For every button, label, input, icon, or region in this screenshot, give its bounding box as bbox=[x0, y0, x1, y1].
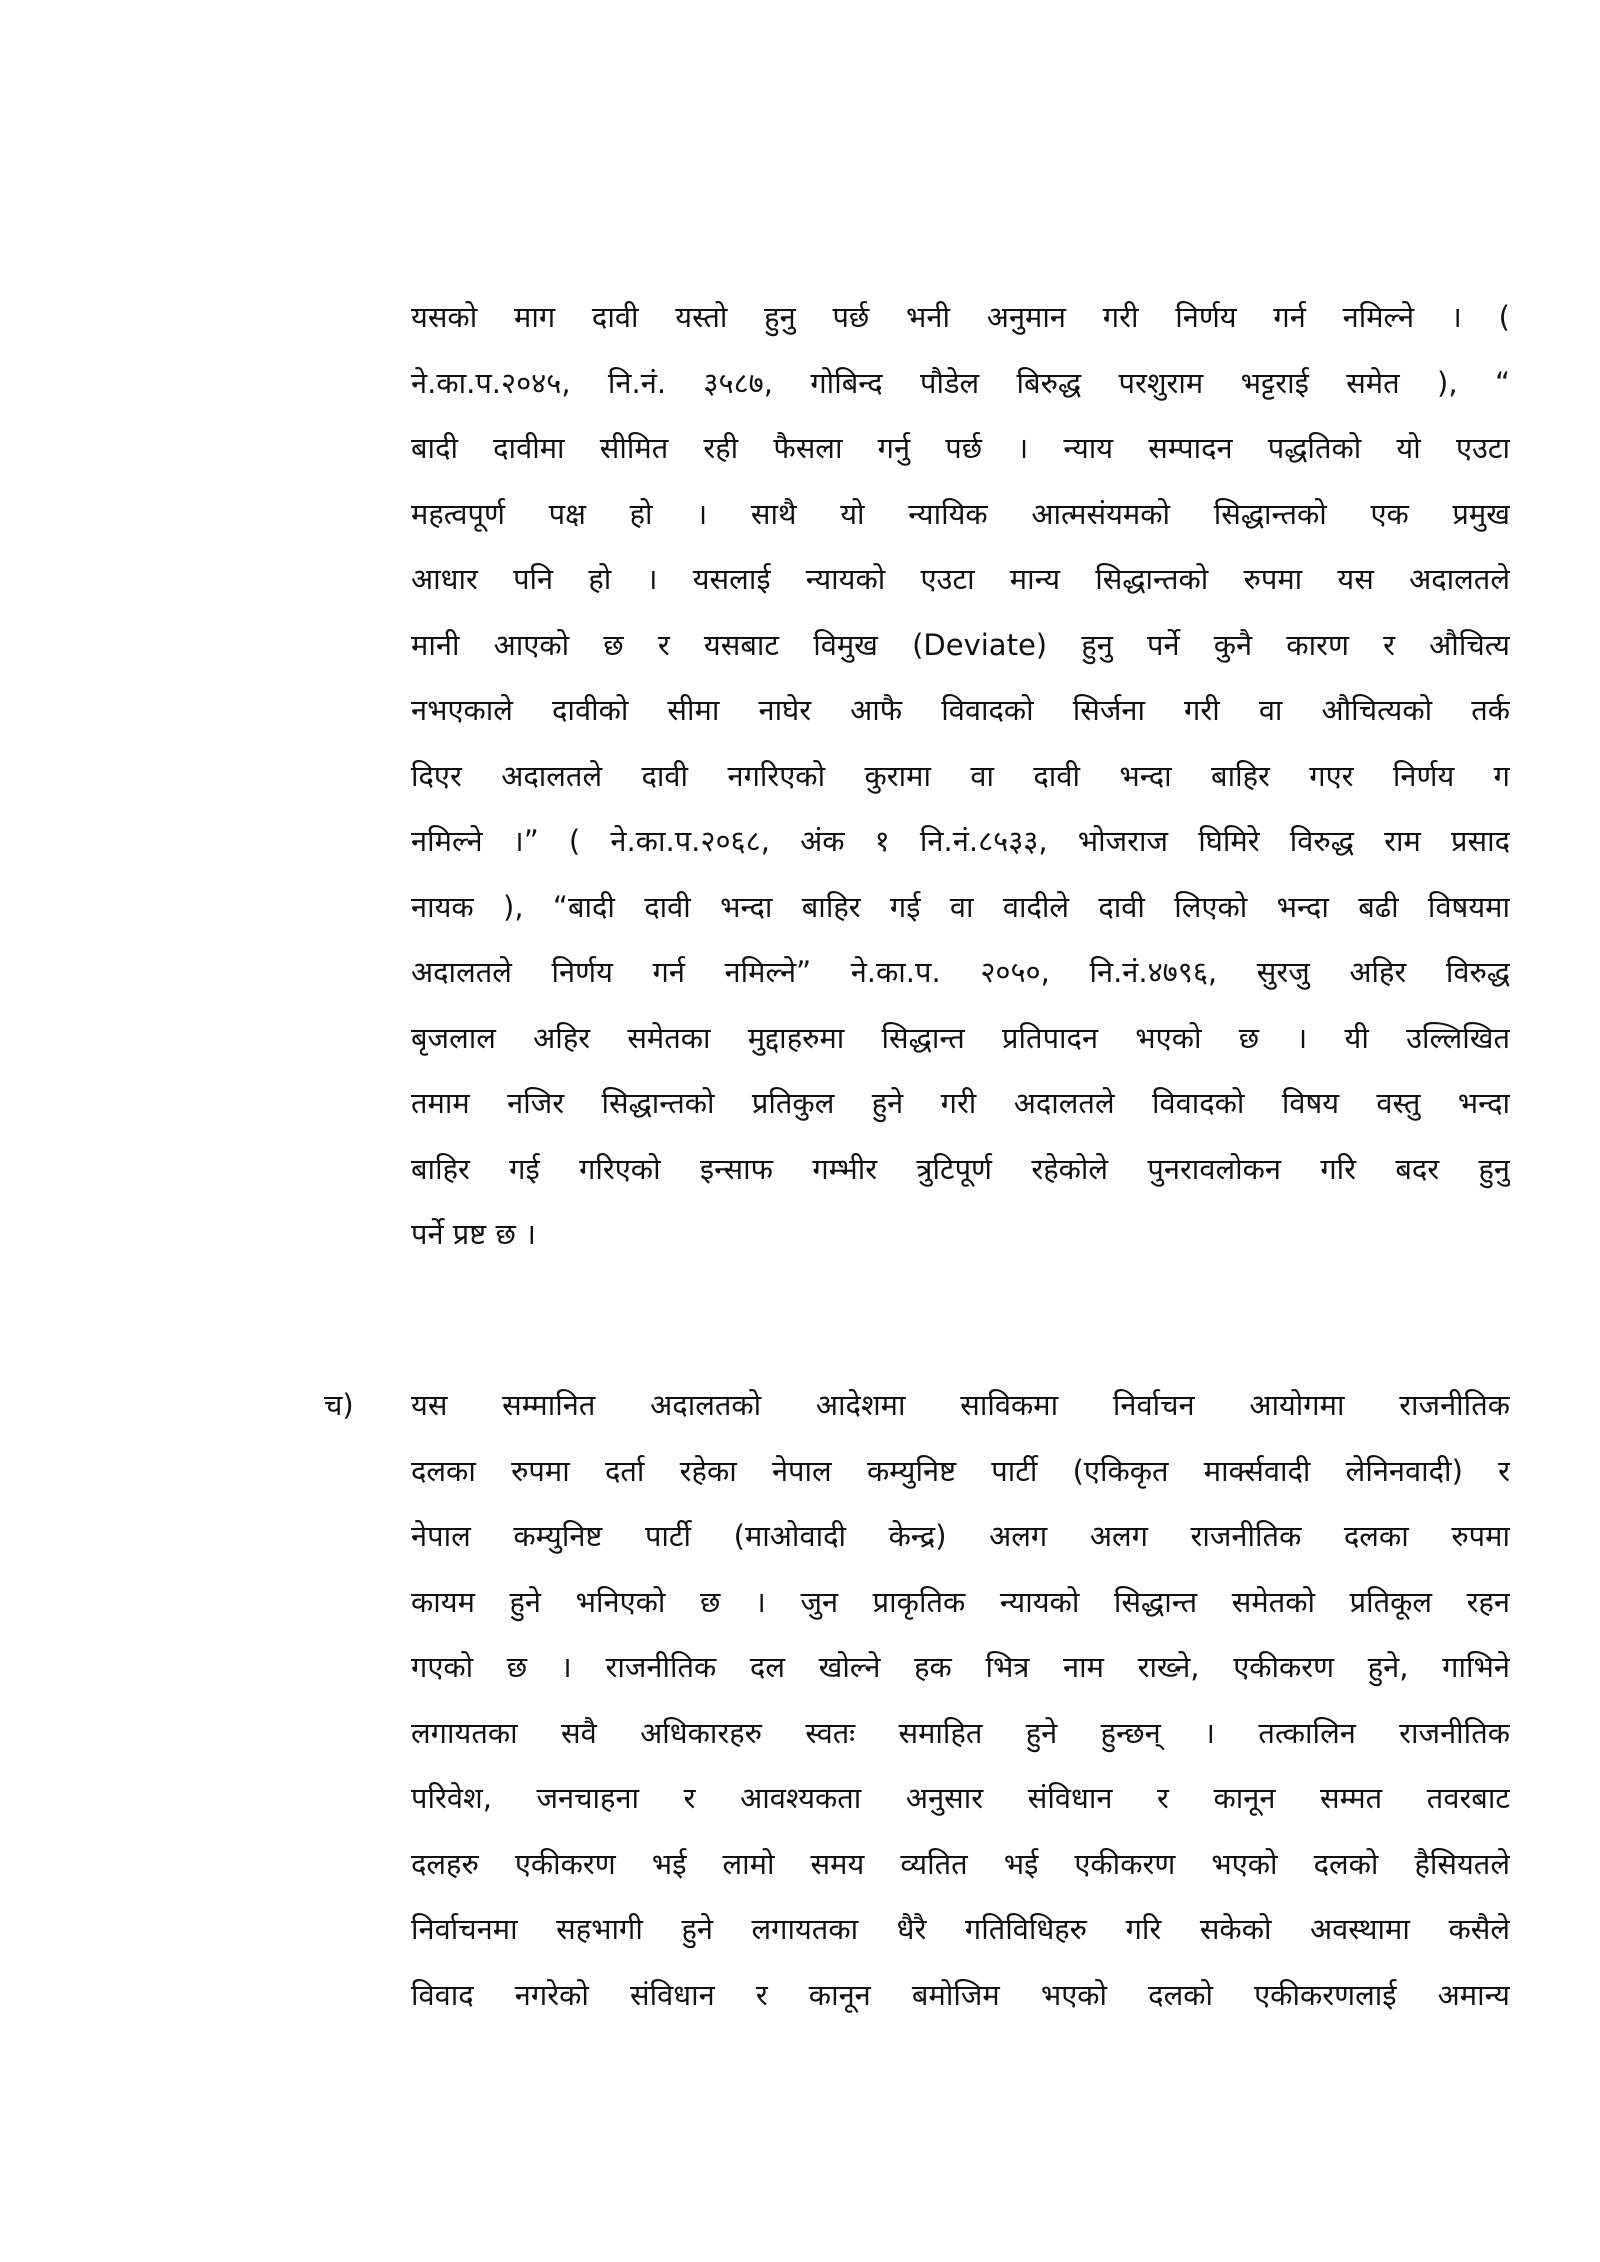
point-ch-paragraph bbox=[411, 1373, 1510, 2028]
paragraph-line: दिएर अदालतले दावी नगरिएको कुरामा वा दावी भन्दा बाहिर गएर निर्णय ग bbox=[411, 758, 1510, 793]
paragraph-line: पर्ने प्रष्ट छ । bbox=[411, 1217, 536, 1251]
paragraph-line: ने.का.प.२०४५, नि.नं. ३५८७, गोबिन्द पौडेल बिरुद्ध परशुराम भट्टराई समेत ), “ bbox=[411, 365, 1510, 400]
paragraph-line: नभएकाले दावीको सीमा नाघेर आफै विवादको सिर्जना गरी वा औचित्यको तर्क bbox=[411, 693, 1510, 727]
paragraph-line: बादी दावीमा सीमित रही फैसला गर्नु पर्छ । न्याय सम्पादन पद्धतिको यो एउटा bbox=[411, 431, 1510, 465]
paragraph-line: दलहरु एकीकरण भई लामो समय व्यतित भई एकीकरण भएको दलको हैसियतले bbox=[411, 1846, 1510, 1881]
continuation-paragraph bbox=[411, 285, 1510, 1268]
paragraph-line: परिवेश, जनचाहना र आवश्यकता अनुसार संविधान र कानून सम्मत तवरबाट bbox=[411, 1781, 1510, 1815]
paragraph-line: नायक ), “बादी दावी भन्दा बाहिर गई वा वादीले दावी लिएको भन्दा बढी विषयमा bbox=[411, 889, 1510, 924]
paragraph-line: बृजलाल अहिर समेतका मुद्दाहरुमा सिद्धान्त प्रतिपादन भएको छ । यी उल्लिखित bbox=[411, 1020, 1510, 1055]
paragraph-line: महत्वपूर्ण पक्ष हो । साथै यो न्यायिक आत्मसंयमको सिद्धान्तको एक प्रमुख bbox=[411, 496, 1510, 531]
paragraph-line: आधार पनि हो । यसलाई न्यायको एउटा मान्य सिद्धान्तको रुपमा यस अदालतले bbox=[411, 562, 1510, 596]
paragraph-line: मानी आएको छ र यसबाट विमुख (Deviate) हुनु पर्ने कुनै कारण र औचित्य bbox=[411, 627, 1510, 662]
paragraph-line: लगायतका सवै अधिकारहरु स्वतः समाहित हुने हुन्छन् । तत्कालिन राजनीतिक bbox=[411, 1715, 1510, 1750]
paragraph-line: गएको छ । राजनीतिक दल खोल्ने हक भित्र नाम राख्ने, एकीकरण हुने, गाभिने bbox=[411, 1650, 1510, 1684]
paragraph-line: बाहिर गई गरिएको इन्साफ गम्भीर त्रुटिपूर्ण रहेकोले पुनरावलोकन गरि बदर हुनु bbox=[411, 1151, 1510, 1186]
paragraph-line: विवाद नगरेको संविधान र कानून बमोजिम भएको दलको एकीकरणलाई अमान्य bbox=[411, 1977, 1510, 2012]
paragraph-line: तमाम नजिर सिद्धान्तको प्रतिकुल हुने गरी अदालतले विवादको विषय वस्तु भन्दा bbox=[411, 1086, 1510, 1120]
paragraph-line: नमिल्ने ।” ( ने.का.प.२०६८, अंक १ नि.नं.८५३३, भोजराज घिमिरे विरुद्ध राम प्रसाद bbox=[411, 824, 1510, 858]
paragraph-line: यस सम्मानित अदालतको आदेशमा साविकमा निर्वाचन आयोगमा राजनीतिक bbox=[411, 1388, 1510, 1422]
list-marker: च) bbox=[324, 1388, 354, 1422]
paragraph-line: यसको माग दावी यस्तो हुनु पर्छ भनी अनुमान गरी निर्णय गर्न नमिल्ने । ( bbox=[411, 300, 1510, 334]
paragraph-line: अदालतले निर्णय गर्न नमिल्ने” ने.का.प. २०५०, नि.नं.४७९६, सुरजु अहिर विरुद्ध bbox=[411, 955, 1510, 989]
paragraph-line: दलका रुपमा दर्ता रहेका नेपाल कम्युनिष्ट पार्टी (एकिकृत मार्क्सवादी लेनिनवादी) र bbox=[411, 1453, 1510, 1488]
paragraph-line: कायम हुने भनिएको छ । जुन प्राकृतिक न्यायको सिद्धान्त समेतको प्रतिकूल रहन bbox=[411, 1584, 1510, 1619]
paragraph-line: नेपाल कम्युनिष्ट पार्टी (माओवादी केन्द्र) अलग अलग राजनीतिक दलका रुपमा bbox=[411, 1519, 1510, 1553]
paragraph-line: निर्वाचनमा सहभागी हुने लगायतका धैरै गतिविधिहरु गरि सकेको अवस्थामा कसैले bbox=[411, 1912, 1510, 1946]
